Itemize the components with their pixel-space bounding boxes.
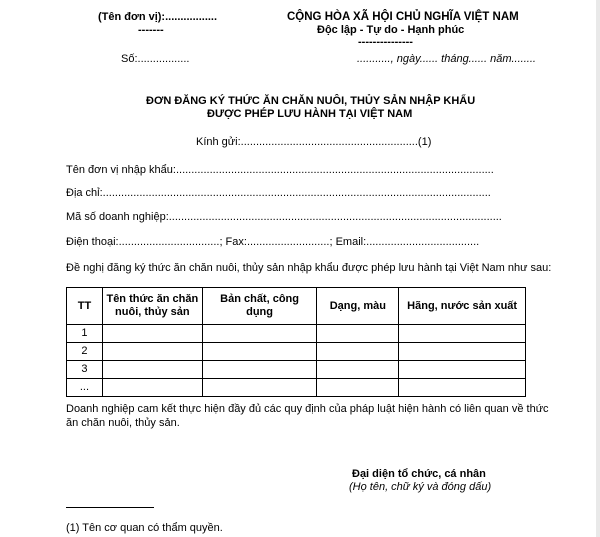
header-feed-name: Tên thức ăn chăn nuôi, thủy sản	[102, 288, 202, 325]
footnote-rule	[66, 507, 154, 508]
table-cell	[399, 361, 526, 379]
nation-heading: CỘNG HÒA XÃ HỘI CHỦ NGHĨA VIỆT NAM	[287, 11, 519, 23]
nation-motto: Độc lập - Tự do - Hạnh phúc	[317, 24, 465, 36]
unit-name-label: (Tên đơn vị):.................	[98, 11, 218, 23]
document-number: Số:.................	[121, 53, 190, 65]
table-cell	[317, 325, 399, 343]
table-cell	[102, 325, 202, 343]
row-index: 3	[67, 361, 103, 379]
signature-note: (Họ tên, chữ ký và đóng dấu)	[349, 481, 492, 493]
table-cell	[202, 379, 317, 397]
table-cell	[399, 343, 526, 361]
footnote: (1) Tên cơ quan có thẩm quyền.	[66, 522, 223, 534]
table-cell	[317, 379, 399, 397]
table-cell	[202, 361, 317, 379]
importer-field: Tên đơn vị nhập khẩu:........................................................................................................	[66, 164, 494, 176]
form-title-line2: ĐƯỢC PHÉP LƯU HÀNH TẠI VIỆT NAM	[207, 108, 413, 120]
table-row	[67, 379, 526, 397]
row-index: 1	[67, 325, 103, 343]
header-tt: TT	[67, 288, 103, 325]
recipient-line: Kính gửi:..........................................................(1)	[196, 136, 432, 148]
row-index: ...	[67, 379, 103, 397]
table-row	[67, 343, 526, 361]
table-header-row	[67, 288, 526, 325]
contact-field: Điện thoại:.................................; Fax:...........................; Email:.....................................	[66, 236, 480, 248]
table-cell	[102, 361, 202, 379]
table-cell	[399, 325, 526, 343]
row-index: 2	[67, 343, 103, 361]
table-row	[67, 325, 526, 343]
header-nature-use: Bản chất, công dụng	[202, 288, 317, 325]
table-cell	[202, 343, 317, 361]
page-edge	[596, 0, 600, 537]
tax-code-field: Mã số doanh nghiệp:.............................................................................................................	[66, 211, 502, 223]
address-field: Địa chỉ:...............................................................................................................................	[66, 187, 491, 199]
table-row	[67, 361, 526, 379]
table-cell	[102, 343, 202, 361]
header-manufacturer: Hãng, nước sản xuất	[399, 288, 526, 325]
table-cell	[202, 325, 317, 343]
form-title-line1: ĐƠN ĐĂNG KÝ THỨC ĂN CHĂN NUÔI, THỦY SẢN NHẬP KHẨU	[146, 95, 476, 107]
table-cell	[317, 361, 399, 379]
date-line: ..........., ngày...... tháng...... năm........	[357, 53, 536, 65]
motto-divider: ---------------	[358, 36, 413, 48]
table-cell	[399, 379, 526, 397]
request-text: Đề nghị đăng ký thức ăn chăn nuôi, thủy sản nhập khẩu được phép lưu hành tại Việt Nam như sau:	[66, 262, 552, 274]
unit-divider: -------	[138, 24, 164, 36]
commitment-line1: Doanh nghiệp cam kết thực hiện đầy đủ các quy định của pháp luật hiện hành có liên quan về thức	[66, 403, 549, 415]
header-form-color: Dạng, màu	[317, 288, 399, 325]
signature-title: Đại diện tổ chức, cá nhân	[352, 468, 486, 480]
commitment-line2: ăn chăn nuôi, thủy sản.	[66, 417, 180, 429]
registration-table	[66, 287, 526, 397]
table-cell	[317, 343, 399, 361]
table-cell	[102, 379, 202, 397]
